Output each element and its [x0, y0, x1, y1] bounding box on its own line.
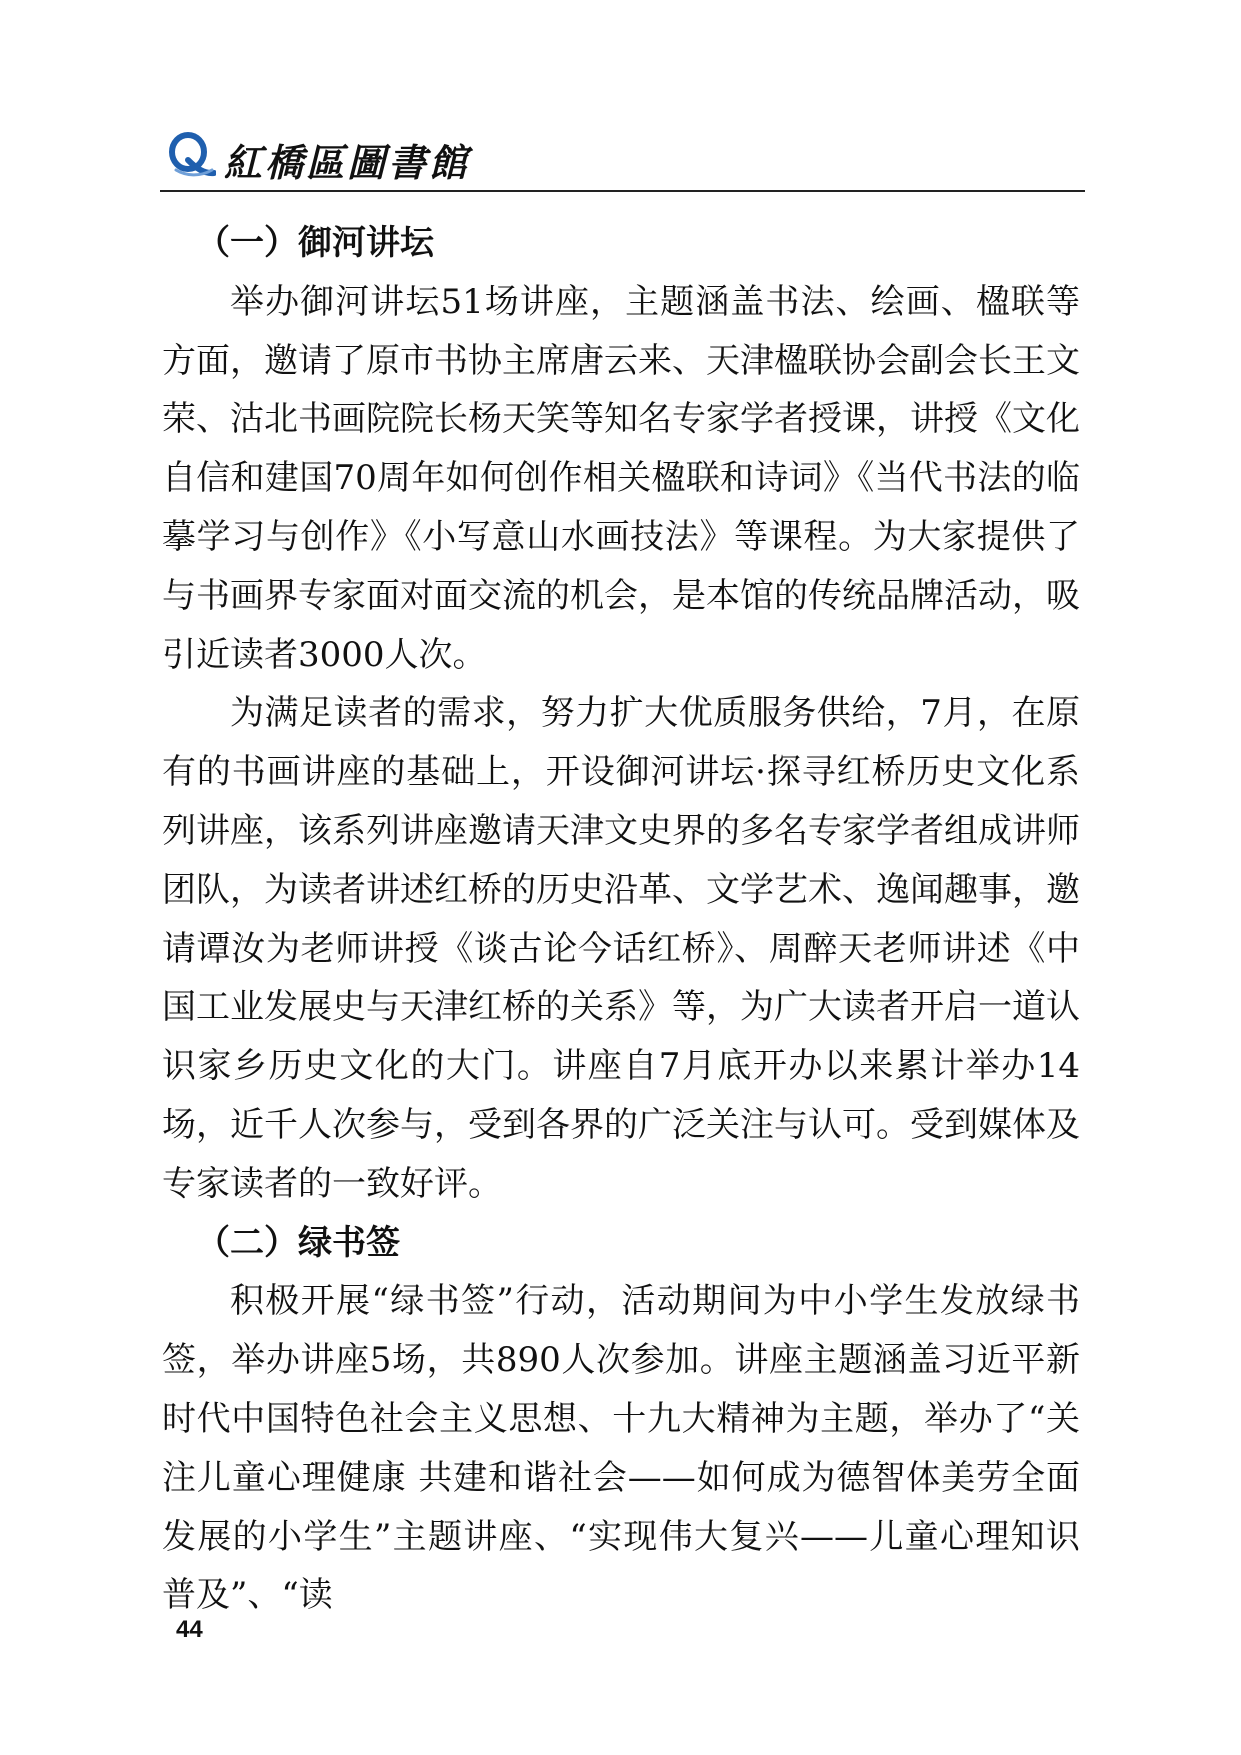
paragraph: 积极开展“绿书签”行动，活动期间为中小学生发放绿书签，举办讲座5场，共890人次参加。讲座主题涵盖习近平新时代中国特色社会主义思想、十九大精神为主题，举办了“关注儿童心理健康 共建和谐社会——如何成为德智体美劳全面发展的小学生”主题讲座、“实现伟大复兴——儿童心理知识普及”、“读	[162, 1281, 1080, 1616]
header-divider	[160, 190, 1085, 192]
paragraph: 举办御河讲坛51场讲座，主题涵盖书法、绘画、楹联等方面，邀请了原市书协主席唐云来、天津楹联协会副会长王文荣、沽北书画院院长杨天笑等知名专家学者授课，讲授《文化自信和建国70周年如何创作相关楹联和诗词》《当代书法的临摹学习与创作》《小写意山水画技法》等课程。为大家提供了与书画界专家面对面交流的机会，是本馆的传统品牌活动，吸引近读者3000人次。	[162, 281, 1080, 675]
paragraph: 为满足读者的需求，努力扩大优质服务供给，7月，在原有的书画讲座的基础上，开设御河讲坛·探寻红桥历史文化系列讲座，该系列讲座邀请天津文史界的多名专家学者组成讲师团队，为读者讲述红桥的历史沿革、文学艺术、逸闻趣事，邀请谭汝为老师讲授《谈古论今话红桥》、周醉天老师讲述《中国工业发展史与天津红桥的关系》等，为广大读者开启一道认识家乡历史文化的大门。讲座自7月底开办以来累计举办14场，近千人次参与，受到各界的广泛关注与认可。受到媒体及专家读者的一致好评。	[162, 693, 1080, 1204]
library-q-logo-icon	[166, 130, 216, 180]
page-number: 44	[176, 1616, 203, 1643]
page-header	[160, 118, 1085, 190]
section-heading-green-bookmark: （二）绿书签	[196, 1222, 400, 1263]
section-heading-yuhe: （一）御河讲坛	[196, 223, 434, 263]
library-name: 紅橋區圖書館	[224, 140, 471, 185]
page-body	[162, 214, 1080, 1625]
